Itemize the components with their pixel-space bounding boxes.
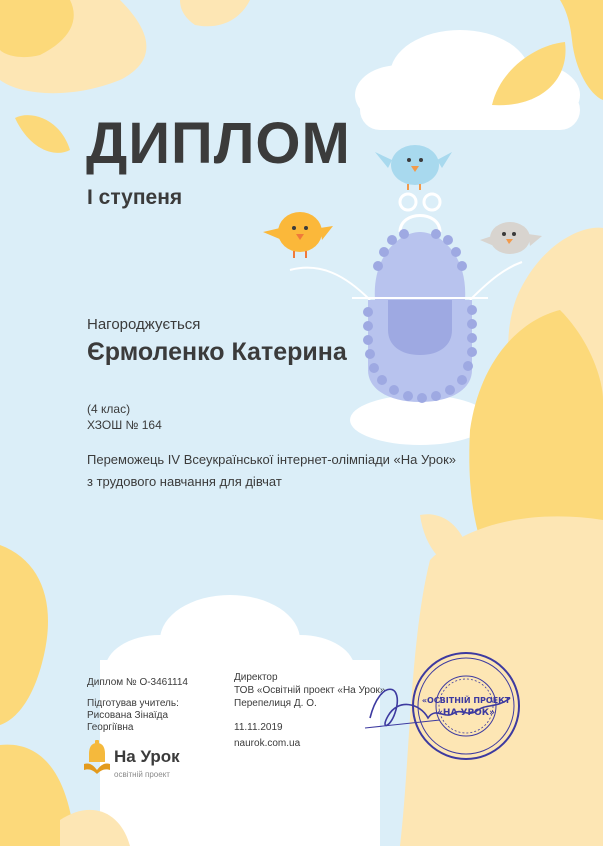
brand-subtitle: освітній проект (114, 770, 170, 779)
apron-illustration (290, 194, 522, 403)
recipient-name: Єрмоленко Катерина (87, 338, 347, 366)
stamp-center-line-1: «ОСВІТНІЙ ПРОЕКТ (421, 696, 511, 705)
teacher-name-line-1: Рисована Зінаїда (87, 710, 169, 721)
company-stamp (410, 650, 522, 762)
website-link[interactable]: naurok.com.ua (234, 738, 301, 749)
diploma-degree: І ступеня (87, 186, 183, 209)
awarded-label: Нагороджується (87, 316, 201, 333)
diploma-title: ДИПЛОМ (86, 111, 351, 176)
bell-icon (82, 740, 112, 774)
recipient-school: ХЗОШ № 164 (87, 418, 162, 432)
achievement-line-2: з трудового навчання для дівчат (87, 474, 282, 489)
brand-name: На Урок (114, 747, 180, 766)
bird-orange (263, 212, 333, 258)
director-name: Перепелиця Д. О. (234, 698, 317, 709)
recipient-grade: (4 клас) (87, 402, 131, 416)
teacher-name-line-2: Георгіївна (87, 722, 134, 733)
diploma-number: Диплом № О-3461114 (87, 677, 188, 688)
bird-grey (480, 222, 542, 254)
director-label: Директор (234, 672, 278, 683)
stamp-center-line-2: «НА УРОК» (437, 708, 495, 718)
prepared-by-label: Підготував учитель: (87, 698, 179, 709)
company-name: ТОВ «Освітній проект «На Урок» (234, 685, 386, 696)
issue-date: 11.11.2019 (234, 722, 283, 733)
achievement-line-1: Переможець IV Всеукраїнської інтернет-олімпіади «На Урок» (87, 452, 457, 467)
bird-blue (375, 145, 452, 190)
